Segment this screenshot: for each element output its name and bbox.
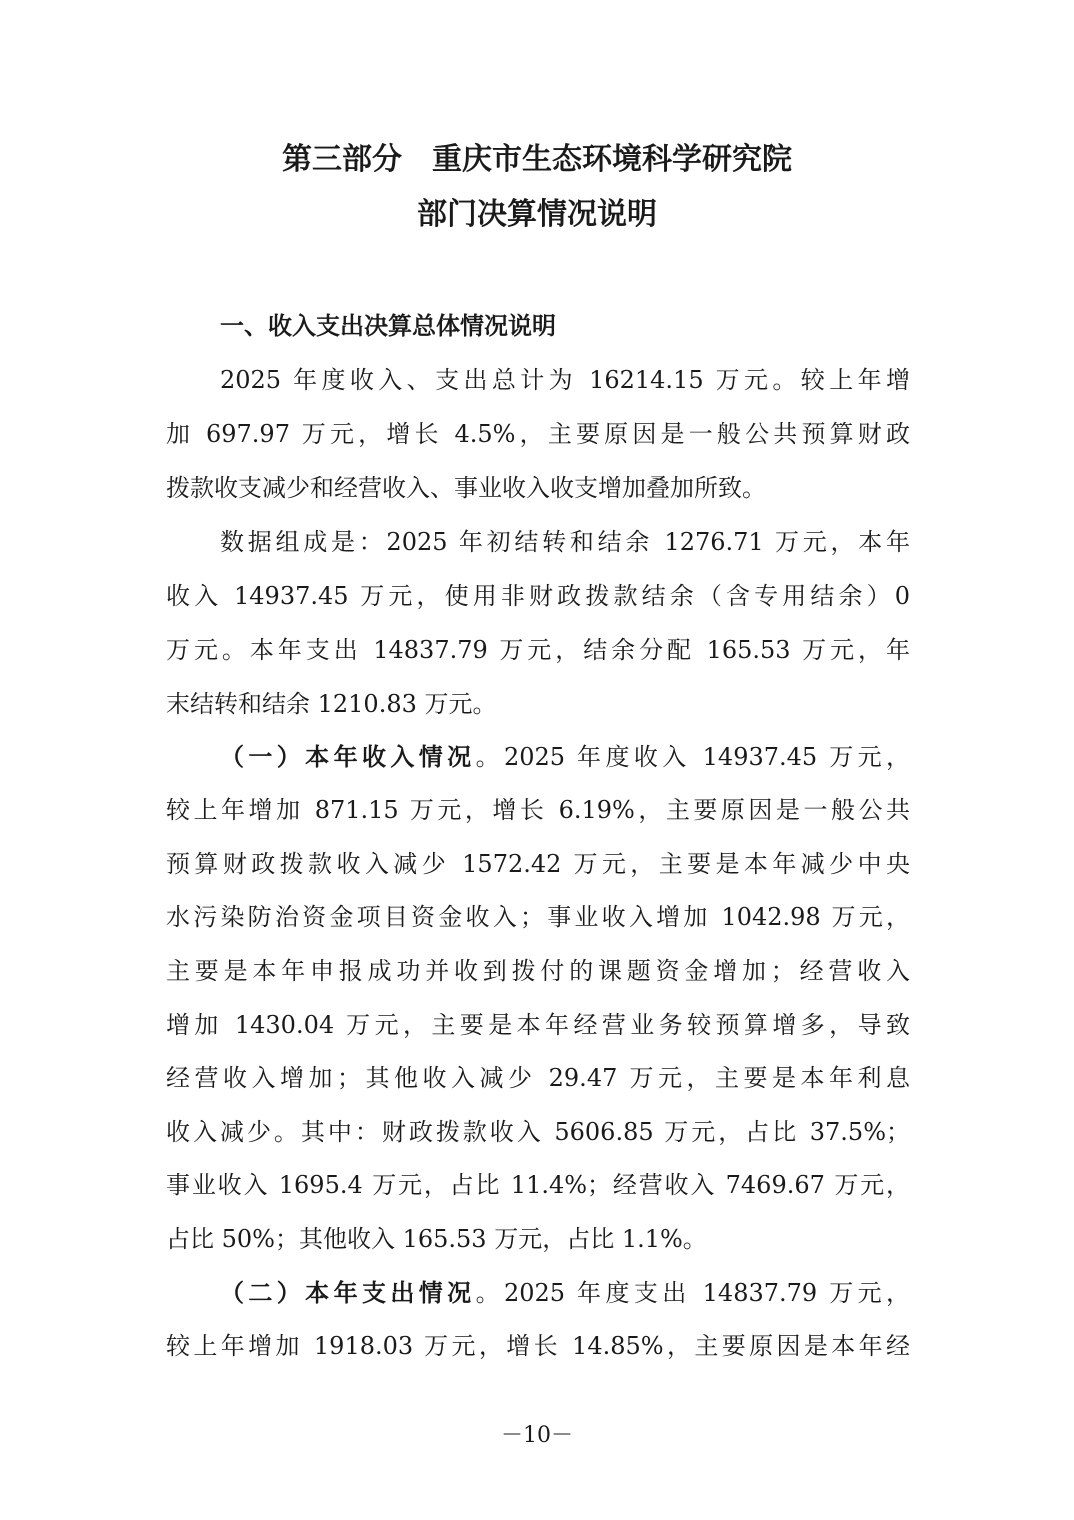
section-heading: 一、收入支出决算总体情况说明 [220, 312, 556, 340]
document-title-line1: 第三部分 重庆市生态环境科学研究院 [282, 142, 792, 177]
paragraph-line: 经营收入增加；其他收入减少 29.47 万元，主要是本年利息 [166, 1064, 910, 1092]
paragraph-line: 万元。本年支出 14837.79 万元，结余分配 165.53 万元，年 [166, 636, 910, 664]
page-number: －10－ [501, 1423, 573, 1448]
income-paragraph-first-line [220, 735, 910, 779]
paragraph-line: 主要是本年申报成功并收到拨付的课题资金增加；经营收入 [166, 957, 910, 985]
paragraph-line: 2025 年度收入、支出总计为 16214.15 万元。较上年增 [220, 366, 910, 394]
paragraph-line: 收入减少。其中：财政拨款收入 5606.85 万元，占比 37.5%； [166, 1118, 910, 1146]
expenditure-first-line-rest: 。2025 年度支出 14837.79 万元， [475, 1279, 910, 1307]
paragraph-line: 占比 50%；其他收入 165.53 万元，占比 1.1%。 [166, 1225, 707, 1253]
paragraph-line: 水污染防治资金项目资金收入；事业收入增加 1042.98 万元， [166, 903, 910, 931]
paragraph-line: 较上年增加 1918.03 万元，增长 14.85%，主要原因是本年经 [166, 1332, 910, 1360]
paragraph-line: 末结转和结余 1210.83 万元。 [166, 690, 497, 718]
income-first-line-rest: 。2025 年度收入 14937.45 万元， [475, 743, 910, 771]
paragraph-line: 较上年增加 871.15 万元，增长 6.19%，主要原因是一般公共 [166, 796, 910, 824]
income-lead: （一）本年收入情况 [220, 742, 476, 771]
document-title-line2: 部门决算情况说明 [417, 197, 657, 232]
paragraph-line: 数据组成是：2025 年初结转和结余 1276.71 万元，本年 [220, 528, 910, 556]
expenditure-lead: （二）本年支出情况 [220, 1278, 476, 1307]
paragraph-line: 事业收入 1695.4 万元，占比 11.4%；经营收入 7469.67 万元， [166, 1171, 910, 1199]
paragraph-line: 拨款收支减少和经营收入、事业收入收支增加叠加所致。 [166, 474, 766, 502]
paragraph-line: 增加 1430.04 万元，主要是本年经营业务较预算增多，导致 [166, 1011, 910, 1039]
paragraph-line: 预算财政拨款收入减少 1572.42 万元，主要是本年减少中央 [166, 850, 910, 878]
paragraph-line: 加 697.97 万元，增长 4.5%，主要原因是一般公共预算财政 [166, 420, 910, 448]
expenditure-paragraph-first-line [220, 1271, 910, 1315]
paragraph-line: 收入 14937.45 万元，使用非财政拨款结余（含专用结余）0 [166, 582, 910, 610]
